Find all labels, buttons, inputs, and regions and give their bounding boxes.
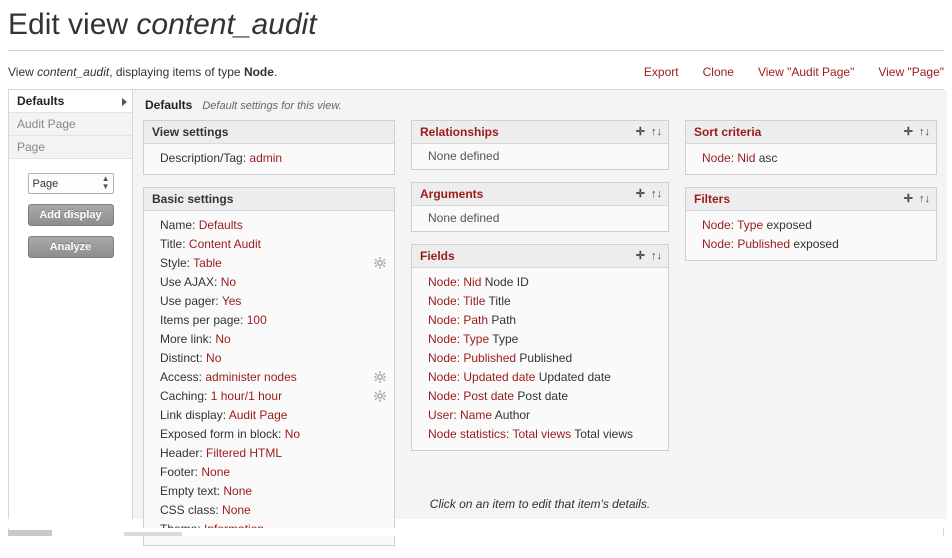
setting-value[interactable]: No — [220, 275, 237, 289]
display-tab-defaults[interactable] — [9, 90, 132, 113]
setting-value[interactable]: Audit Page — [228, 408, 288, 422]
setting-label: CSS class: — [160, 503, 219, 517]
basic-settings-body — [144, 211, 394, 545]
setting-row-distinct[interactable] — [152, 349, 386, 368]
display-heading-title: Defaults — [145, 98, 193, 112]
sort-criteria-header-icons — [904, 127, 930, 138]
field-link[interactable]: Node: Updated date — [428, 370, 536, 384]
view-settings-box — [143, 120, 395, 175]
sort-order: asc — [758, 151, 778, 165]
field-label: Published — [519, 351, 573, 365]
fields-title: Fields — [420, 249, 455, 263]
field-link[interactable]: Node: Post date — [428, 389, 515, 403]
page-title-prefix: Edit view — [8, 8, 137, 41]
summary-mid: , displaying items of type — [109, 65, 244, 79]
sort-criteria-title: Sort criteria — [694, 125, 762, 139]
setting-row-footer[interactable] — [152, 463, 386, 482]
filters-header-icons — [904, 194, 930, 205]
setting-row-name[interactable] — [152, 216, 386, 235]
setting-label: Access: — [160, 370, 203, 384]
arguments-body — [412, 206, 668, 231]
fields-box — [411, 244, 669, 451]
sort-criteria-body — [686, 144, 936, 174]
setting-row-caching[interactable] — [152, 387, 386, 406]
setting-value[interactable]: 1 hour/1 hour — [210, 389, 283, 403]
relationships-header-icons — [636, 127, 662, 138]
field-link[interactable]: Node: Nid — [428, 275, 482, 289]
display-type-select[interactable] — [28, 173, 114, 194]
page-bottom-marker-mid — [124, 532, 182, 536]
basic-settings-header — [144, 188, 394, 211]
relationships-header — [412, 121, 668, 144]
filters-box — [685, 187, 937, 261]
plus-icon[interactable]: ✛ — [903, 192, 913, 205]
page-bottom-marker-left — [8, 530, 52, 536]
title-divider — [8, 50, 944, 51]
setting-row-more-link[interactable] — [152, 330, 386, 349]
view-settings-header — [144, 121, 394, 144]
filter-row[interactable] — [694, 235, 928, 254]
rearrange-icon[interactable]: ↑↓ — [651, 125, 662, 138]
filters-title: Filters — [694, 192, 731, 206]
settings-columns — [143, 120, 937, 558]
setting-row-use-ajax[interactable] — [152, 273, 386, 292]
display-heading — [145, 98, 937, 112]
view-settings-title: View settings — [152, 125, 229, 139]
setting-value[interactable]: No — [284, 427, 301, 441]
field-link[interactable]: Node: Published — [428, 351, 517, 365]
display-settings-panel — [133, 90, 947, 519]
setting-label: Title: — [160, 237, 186, 251]
field-row[interactable] — [420, 406, 660, 425]
setting-value[interactable]: Defaults — [198, 218, 243, 232]
view-summary-bar — [8, 65, 944, 79]
rearrange-icon[interactable]: ↑↓ — [651, 187, 662, 200]
setting-label: More link: — [160, 332, 213, 346]
setting-value[interactable]: administer nodes — [205, 370, 297, 384]
field-row[interactable] — [420, 292, 660, 311]
summary-pre: View — [8, 65, 38, 79]
setting-row-use-pager[interactable] — [152, 292, 386, 311]
rearrange-icon[interactable]: ↑↓ — [651, 249, 662, 262]
setting-value[interactable]: Content Audit — [188, 237, 261, 251]
edit-hint: Click on an item to edit that item's details. — [429, 497, 651, 511]
column-right — [685, 120, 937, 273]
page-title — [8, 8, 952, 50]
setting-label: Caching: — [160, 389, 208, 403]
setting-value[interactable]: Yes — [221, 294, 242, 308]
sort-criteria-box — [685, 120, 937, 175]
filters-body — [686, 211, 936, 260]
field-link[interactable]: Node statistics: Total views — [428, 427, 572, 441]
setting-value[interactable]: Table — [193, 256, 222, 270]
summary-post: . — [273, 65, 278, 79]
setting-label: Use AJAX: — [160, 275, 218, 289]
display-tab-page[interactable] — [9, 136, 132, 159]
plus-icon[interactable]: ✛ — [635, 187, 645, 200]
setting-label: Exposed form in block: — [160, 427, 282, 441]
display-list — [9, 90, 133, 519]
summary-view-name: content_audit — [37, 65, 110, 79]
setting-label: Name: — [160, 218, 196, 232]
relationships-body — [412, 144, 668, 169]
field-row[interactable] — [420, 349, 660, 368]
rearrange-icon[interactable]: ↑↓ — [919, 125, 930, 138]
sort-link[interactable]: Node: Nid — [702, 151, 756, 165]
setting-label: Header: — [160, 446, 203, 460]
gear-icon[interactable] — [374, 257, 386, 269]
views-edit-page — [0, 8, 952, 536]
display-tab-page-label: Page — [17, 140, 46, 154]
plus-icon[interactable]: ✛ — [903, 125, 913, 138]
view-page-link[interactable]: View "Page" — [878, 65, 944, 79]
filter-link[interactable]: Node: Type — [702, 218, 764, 232]
plus-icon[interactable]: ✛ — [635, 125, 645, 138]
field-row[interactable] — [420, 330, 660, 349]
setting-label: Footer: — [160, 465, 199, 479]
setting-row-exposed-form-in-block[interactable] — [152, 425, 386, 444]
field-link[interactable]: Node: Title — [428, 294, 486, 308]
basic-settings-box — [143, 187, 395, 546]
arguments-header-icons — [636, 189, 662, 200]
setting-label: Style: — [160, 256, 191, 270]
views-edit-frame — [8, 89, 944, 519]
sort-row[interactable] — [694, 149, 928, 168]
field-link[interactable]: Node: Path — [428, 313, 489, 327]
field-label: Node ID — [484, 275, 529, 289]
setting-value[interactable]: No — [215, 332, 231, 346]
export-link[interactable]: Export — [643, 65, 679, 79]
field-label: Title — [488, 294, 511, 308]
basic-settings-title: Basic settings — [152, 192, 234, 206]
arguments-empty: None defined — [428, 211, 500, 225]
fields-header — [412, 245, 668, 268]
field-link[interactable]: Node: Type — [428, 332, 490, 346]
field-row[interactable] — [420, 425, 660, 444]
column-left — [143, 120, 395, 558]
sort-criteria-header — [686, 121, 936, 144]
setting-value[interactable]: 100 — [246, 313, 267, 327]
field-row[interactable] — [420, 311, 660, 330]
setting-row-items-per-page[interactable] — [152, 311, 386, 330]
view-summary-text — [8, 65, 277, 79]
chevron-updown-icon: ▲ ▼ — [101, 174, 110, 191]
add-display-select-wrap — [28, 173, 114, 194]
field-label: Total views — [574, 427, 633, 441]
fields-body — [412, 268, 668, 450]
page-title-view-name: content_audit — [136, 8, 317, 41]
plus-icon[interactable]: ✛ — [635, 249, 645, 262]
display-tab-audit-page[interactable] — [9, 113, 132, 136]
field-row[interactable] — [420, 368, 660, 387]
clone-link[interactable]: Clone — [702, 65, 734, 79]
relationships-title: Relationships — [420, 125, 499, 139]
setting-value[interactable]: None — [222, 503, 251, 517]
filter-state: exposed — [766, 218, 812, 232]
setting-row[interactable] — [152, 149, 386, 168]
setting-label: Distinct: — [160, 351, 203, 365]
setting-label: Empty text: — [160, 484, 221, 498]
rearrange-icon[interactable]: ↑↓ — [919, 192, 930, 205]
add-display-button[interactable]: Add display — [28, 204, 114, 226]
gear-icon[interactable] — [374, 371, 386, 383]
setting-value[interactable]: None — [201, 465, 231, 479]
column-middle — [411, 120, 669, 463]
setting-row-style[interactable] — [152, 254, 386, 273]
view-audit-page-link[interactable]: View "Audit Page" — [757, 65, 855, 79]
setting-value[interactable]: admin — [249, 151, 283, 165]
field-link[interactable]: User: Name — [428, 408, 493, 422]
field-label: Updated date — [538, 370, 611, 384]
setting-row-link-display[interactable] — [152, 406, 386, 425]
setting-value[interactable]: No — [206, 351, 222, 365]
relationships-box — [411, 120, 669, 170]
gear-icon[interactable] — [374, 390, 386, 402]
filters-header — [686, 188, 936, 211]
setting-row-access[interactable] — [152, 368, 386, 387]
setting-label: Link display: — [160, 408, 227, 422]
field-row[interactable] — [420, 387, 660, 406]
arguments-header — [412, 183, 668, 206]
display-tab-defaults-label: Defaults — [17, 94, 65, 108]
setting-row-header[interactable] — [152, 444, 386, 463]
filter-link[interactable]: Node: Published — [702, 237, 791, 251]
setting-value[interactable]: Filtered HTML — [206, 446, 283, 460]
setting-value[interactable]: None — [223, 484, 253, 498]
fields-header-icons — [636, 251, 662, 262]
display-heading-description: Default settings for this view. — [202, 100, 342, 112]
filter-state: exposed — [793, 237, 839, 251]
field-label: Post date — [517, 389, 569, 403]
filter-row[interactable] — [694, 216, 928, 235]
display-tab-audit-page-label: Audit Page — [17, 117, 76, 131]
view-settings-body — [144, 144, 394, 174]
field-label: Author — [494, 408, 531, 422]
analyze-button[interactable]: Analyze — [28, 236, 114, 258]
setting-label: Items per page: — [160, 313, 244, 327]
display-controls — [9, 159, 132, 268]
view-action-links — [644, 65, 944, 79]
setting-label: Description/Tag: — [160, 151, 247, 165]
setting-row-title[interactable] — [152, 235, 386, 254]
summary-type: Node — [243, 65, 274, 79]
setting-label: Use pager: — [160, 294, 219, 308]
arguments-box — [411, 182, 669, 232]
arguments-title: Arguments — [420, 187, 484, 201]
field-label: Path — [491, 313, 517, 327]
field-label: Type — [492, 332, 519, 346]
relationships-empty: None defined — [428, 149, 500, 163]
field-row[interactable] — [420, 273, 660, 292]
